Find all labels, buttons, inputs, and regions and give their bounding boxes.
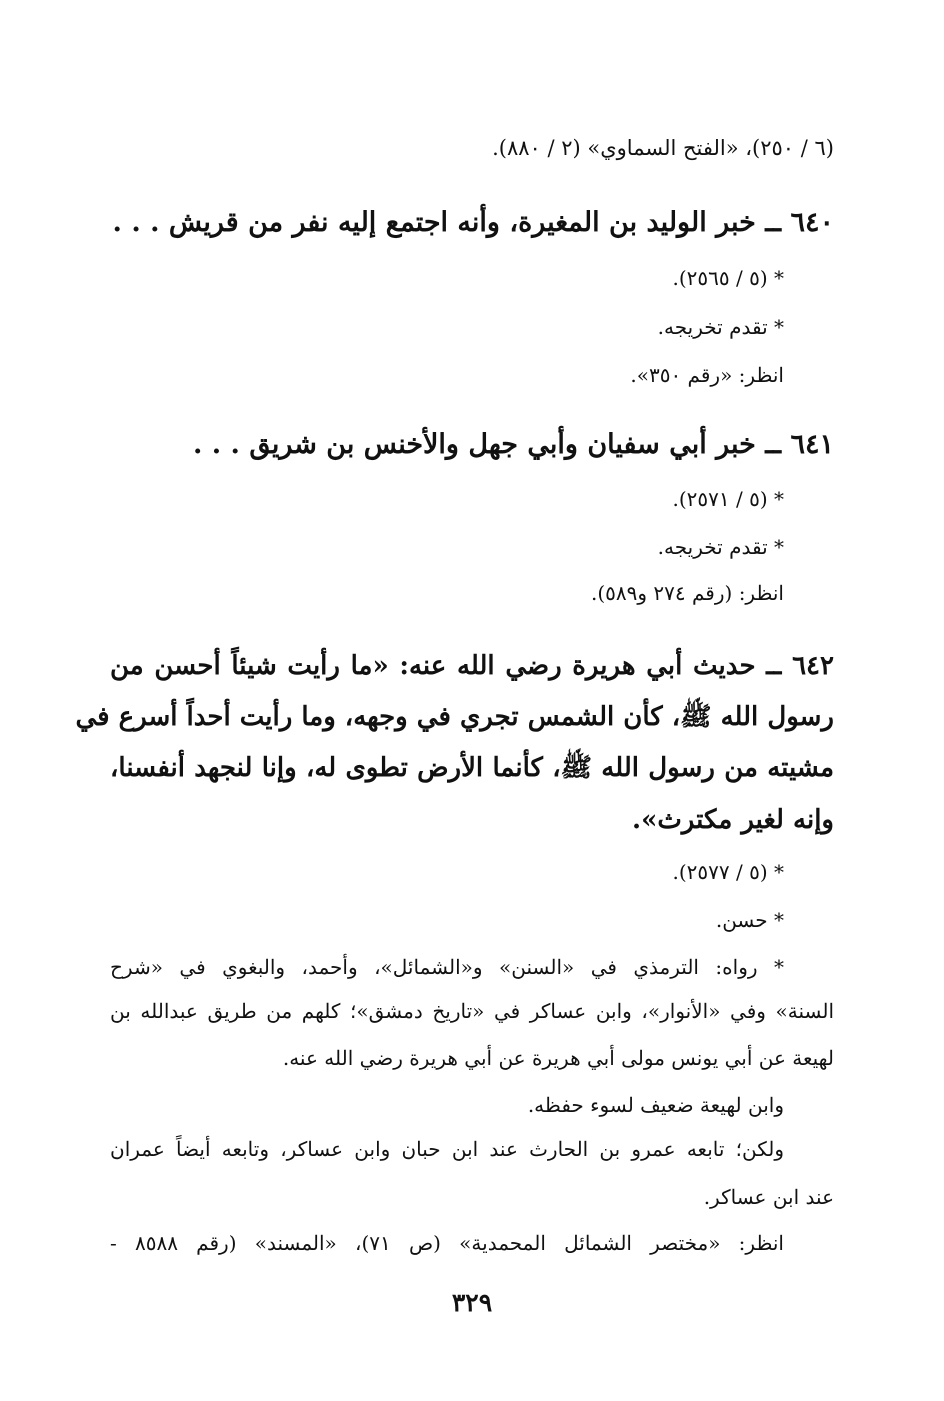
entry-640-reference: * (٥ / ٢٥٦٥). — [672, 266, 784, 290]
entry-642-heading: ٦٤٢ ــ حديث أبي هريرة رضي الله عنه: «ما رأيت شيئاً أحسن من — [110, 651, 834, 681]
entry-641-heading: ٦٤١ ــ خبر أبي سفيان وأبي جهل والأخنس بن شريق . . . — [192, 429, 834, 460]
takhrij-line: السنة» وفي «الأنوار»، وابن عساكر في «تاريخ دمشق»؛ كلهم من طريق عبدالله بن — [110, 999, 834, 1023]
takhrij-line: * رواه: الترمذي في «السنن» و«الشمائل»، وأحمد، والبغوي في «شرح — [110, 955, 784, 979]
entry-641-reference: * (٥ / ٢٥٧١). — [672, 487, 784, 511]
takhrij-line: عند ابن عساكر. — [703, 1185, 834, 1209]
page-number: ٣٢٩ — [451, 1288, 493, 1317]
takhrij-line: لهيعة عن أبي يونس مولى أبي هريرة عن أبي هريرة رضي الله عنه. — [282, 1046, 834, 1070]
entry-642-text-line: مشيته من رسول الله ﷺ، كأنما الأرض تطوى له، وإنا لنجهد أنفسنا، — [110, 753, 834, 783]
takhrij-line: ولكن؛ تابعه عمرو بن الحارث عند ابن حبان وابن عساكر، وتابعه أيضاً عمران — [110, 1137, 784, 1161]
see-also-line: انظر: «مختصر الشمائل المحمدية» (ص ٧١)، «المسند» (رقم ٨٥٨٨ - — [110, 1231, 784, 1255]
entry-641-see-also: انظر: (رقم ٢٧٤ و٥٨٩). — [590, 581, 784, 605]
entry-642-text-end: وإنه لغير مكترث». — [632, 805, 834, 835]
entry-642-text-line: رسول الله ﷺ، كأن الشمس تجري في وجهه، وما رأيت أحداً أسرع في — [75, 702, 834, 732]
entry-642-grade: * حسن. — [715, 908, 784, 932]
entry-640-note: * تقدم تخريجه. — [657, 315, 784, 339]
takhrij-comment: وابن لهيعة ضعيف لسوء حفظه. — [527, 1093, 784, 1117]
continuation-line: (٦ / ٢٥٠)، «الفتح السماوي» (٢ / ٨٨٠). — [492, 136, 834, 160]
entry-640-heading: ٦٤٠ ــ خبر الوليد بن المغيرة، وأنه اجتمع إليه نفر من قريش . . . — [112, 207, 834, 238]
entry-642-reference: * (٥ / ٢٥٧٧). — [672, 860, 784, 884]
entry-641-note: * تقدم تخريجه. — [657, 535, 784, 559]
entry-640-see-also: انظر: «رقم ٣٥٠». — [630, 363, 784, 387]
